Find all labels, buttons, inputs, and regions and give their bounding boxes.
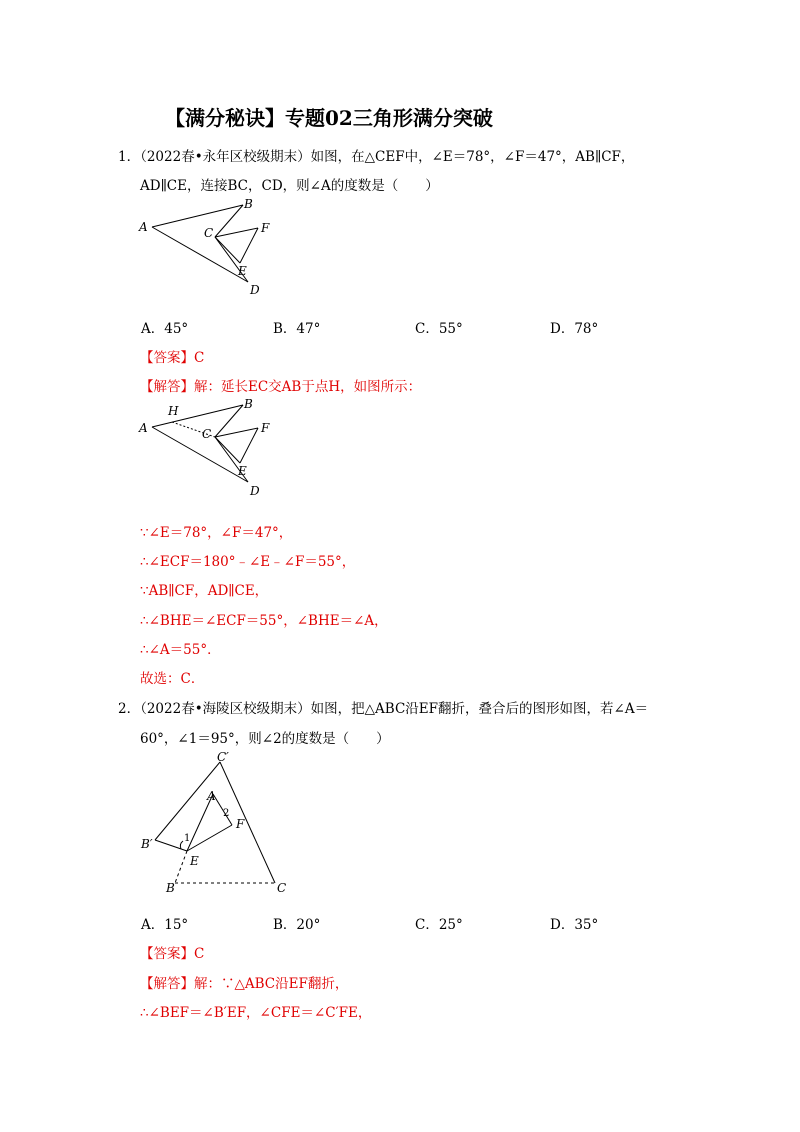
q1-step-2: ∴∠ECF＝180°﹣∠E﹣∠F＝55°， <box>140 554 356 570</box>
q1-step-4: ∴∠BHE＝∠ECF＝55°，∠BHE＝∠A， <box>140 613 388 629</box>
q2-label-b: B <box>166 881 175 895</box>
q2-option-d: D．35° <box>550 917 599 933</box>
q1-option-c: C．55° <box>415 321 463 337</box>
q1-step-6: 故选：C． <box>140 671 205 687</box>
q1-figure <box>130 195 280 305</box>
q1-label-a: A <box>139 220 148 234</box>
q1-sol-label-h: H <box>168 404 179 418</box>
q1-option-d: D．78° <box>550 321 599 337</box>
q1-stem-line2: AD∥CE，连接BC，CD，则∠A的度数是（ ） <box>140 178 439 194</box>
q1-answer: 【答案】C <box>140 350 205 366</box>
q2-angle-1-label: 1 <box>184 833 191 844</box>
q2-step-1: 【解答】解：∵△ABC沿EF翻折， <box>140 976 349 992</box>
q1-step-5: ∴∠A＝55°． <box>140 642 221 658</box>
q2-step-2: ∴∠BEF＝∠B′EF，∠CFE＝∠C′FE， <box>140 1005 372 1021</box>
q1-label-b: B <box>244 197 253 211</box>
q1-analysis: 【解答】解：延长EC交AB于点H，如图所示： <box>140 379 422 395</box>
q1-sol-label-f: F <box>261 421 270 435</box>
q1-label-f: F <box>261 221 270 235</box>
q1-sol-label-d: D <box>250 484 260 498</box>
q2-stem-line2: 60°，∠1＝95°，则∠2的度数是（ ） <box>140 731 390 747</box>
q1-step-1: ∵∠E＝78°，∠F＝47°， <box>140 525 293 541</box>
q2-figure <box>135 748 295 898</box>
q1-sol-label-e: E <box>238 464 247 478</box>
q1-option-a: A．45° <box>141 321 189 337</box>
q2-label-c: C <box>277 881 287 895</box>
q2-label-a: A <box>207 789 216 803</box>
q1-sol-label-c: C <box>202 427 212 441</box>
q1-step-3: ∵AB∥CF，AD∥CE， <box>140 583 269 599</box>
q2-option-b: B．20° <box>273 917 321 933</box>
q2-angle-2-label: 2 <box>223 808 230 819</box>
q1-solution-figure <box>130 395 280 505</box>
q1-sol-label-b: B <box>244 397 253 411</box>
q1-label-d: D <box>250 283 260 297</box>
page-title: 【满分秘诀】专题02三角形满分突破 <box>165 106 493 130</box>
q1-stem-line1: 1．（2022春•永年区校级期末）如图，在△CEF中，∠E＝78°，∠F＝47°，AB∥CF， <box>118 149 635 165</box>
q2-answer: 【答案】C <box>140 946 205 962</box>
q2-label-f: F <box>236 817 245 831</box>
q2-option-a: A．15° <box>141 917 189 933</box>
q1-label-c: C <box>204 226 214 240</box>
q1-sol-label-a: A <box>139 421 148 435</box>
q1-label-e: E <box>238 264 247 278</box>
q2-label-c-prime: C′ <box>217 750 229 764</box>
q2-label-e: E <box>190 854 199 868</box>
q2-label-b-prime: B′ <box>141 837 153 851</box>
q2-stem-line1: 2．（2022春•海陵区校级期末）如图，把△ABC沿EF翻折，叠合后的图形如图，若∠A＝ <box>118 701 649 717</box>
q1-option-b: B．47° <box>273 321 321 337</box>
q2-option-c: C．25° <box>415 917 463 933</box>
